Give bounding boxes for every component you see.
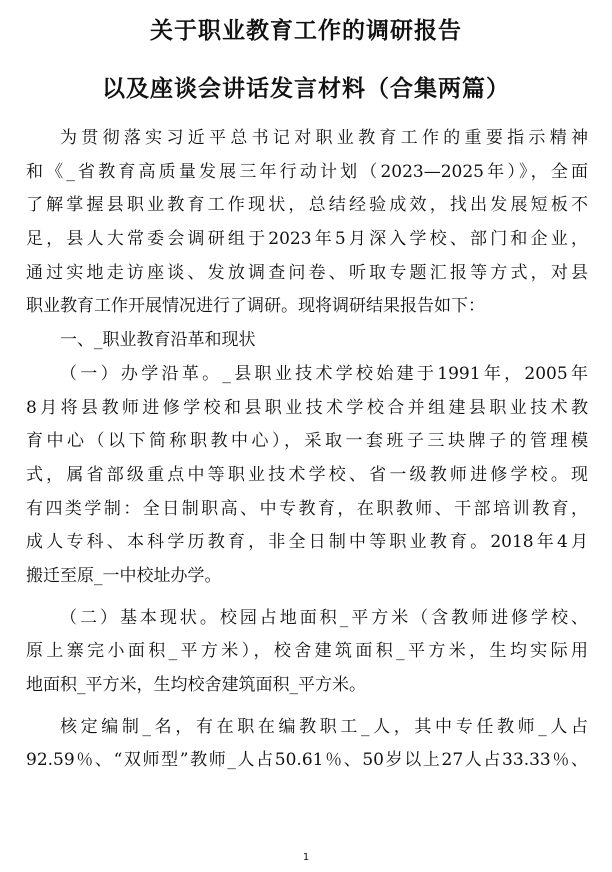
text-line: 育中心（以下简称职教中心），采取一套班子三块牌子的管理模 xyxy=(26,431,588,452)
text-line: 搬迁至原_一中校址办学。 xyxy=(26,565,222,586)
paragraph-gap xyxy=(26,703,588,711)
text-line: 足，县人大常委会调研组于2023年5月深入学校、部门和企业， xyxy=(26,229,588,250)
section-heading xyxy=(26,324,588,358)
paragraph-gap xyxy=(26,594,588,602)
text-line: 核定编制_名，有在职在编教职工_人，其中专任教师_人占 xyxy=(60,716,588,737)
text-line: （一）办学沿革。_县职业技术学校始建于1991年，2005年 xyxy=(60,363,588,384)
text-line: 职业教育工作开展情况进行了调研。现将调研结果报告如下： xyxy=(26,296,485,317)
paragraph-status xyxy=(26,602,588,703)
text-line: 通过实地走访座谈、发放调查问卷、听取专题汇报等方式，对县 xyxy=(26,262,588,283)
text-line: 原上寨完小面积_平方米），校舍建筑面积_平方米，生均实际用 xyxy=(26,641,588,662)
text-line: 为贯彻落实习近平总书记对职业教育工作的重要指示精神 xyxy=(60,128,588,148)
heading-line: 一、_职业教育沿革和现状 xyxy=(60,330,256,351)
text-line: 92.59％、“双师型”教师_人占50.61％、50岁以上27人占33.33％、 xyxy=(26,750,588,771)
page-number: 1 xyxy=(302,852,310,863)
text-line: 式，属省部级重点中等职业技术学校、省一级教师进修学校。现 xyxy=(26,464,588,485)
paragraph-history xyxy=(26,358,588,594)
text-line: 8月将县教师进修学校和县职业技术学校合并组建县职业技术教 xyxy=(26,397,588,418)
paragraph-intro xyxy=(26,122,588,324)
text-line: 成人专科、本科学历教育，非全日制中等职业教育。2018年4月 xyxy=(26,532,588,553)
paragraph-staffing xyxy=(26,711,588,778)
text-line: 有四类学制：全日制职高、中专教育，在职教师、干部培训教育， xyxy=(26,498,588,519)
document-body xyxy=(26,122,588,778)
document-title-line-2: 以及座谈会讲话发言材料（合集两篇） xyxy=(102,76,510,102)
text-line: （二）基本现状。校园占地面积_平方米（含教师进修学校、 xyxy=(60,607,588,628)
document-title-line-1: 关于职业教育工作的调研报告 xyxy=(150,18,462,44)
text-line: 和《_省教育高质量发展三年行动计划（2023—2025年）》，全面 xyxy=(26,161,588,182)
text-line: 了解掌握县职业教育工作现状，总结经验成效，找出发展短板不 xyxy=(26,195,588,216)
text-line: 地面积_平方米，生均校舍建筑面积_平方米。 xyxy=(26,675,366,695)
